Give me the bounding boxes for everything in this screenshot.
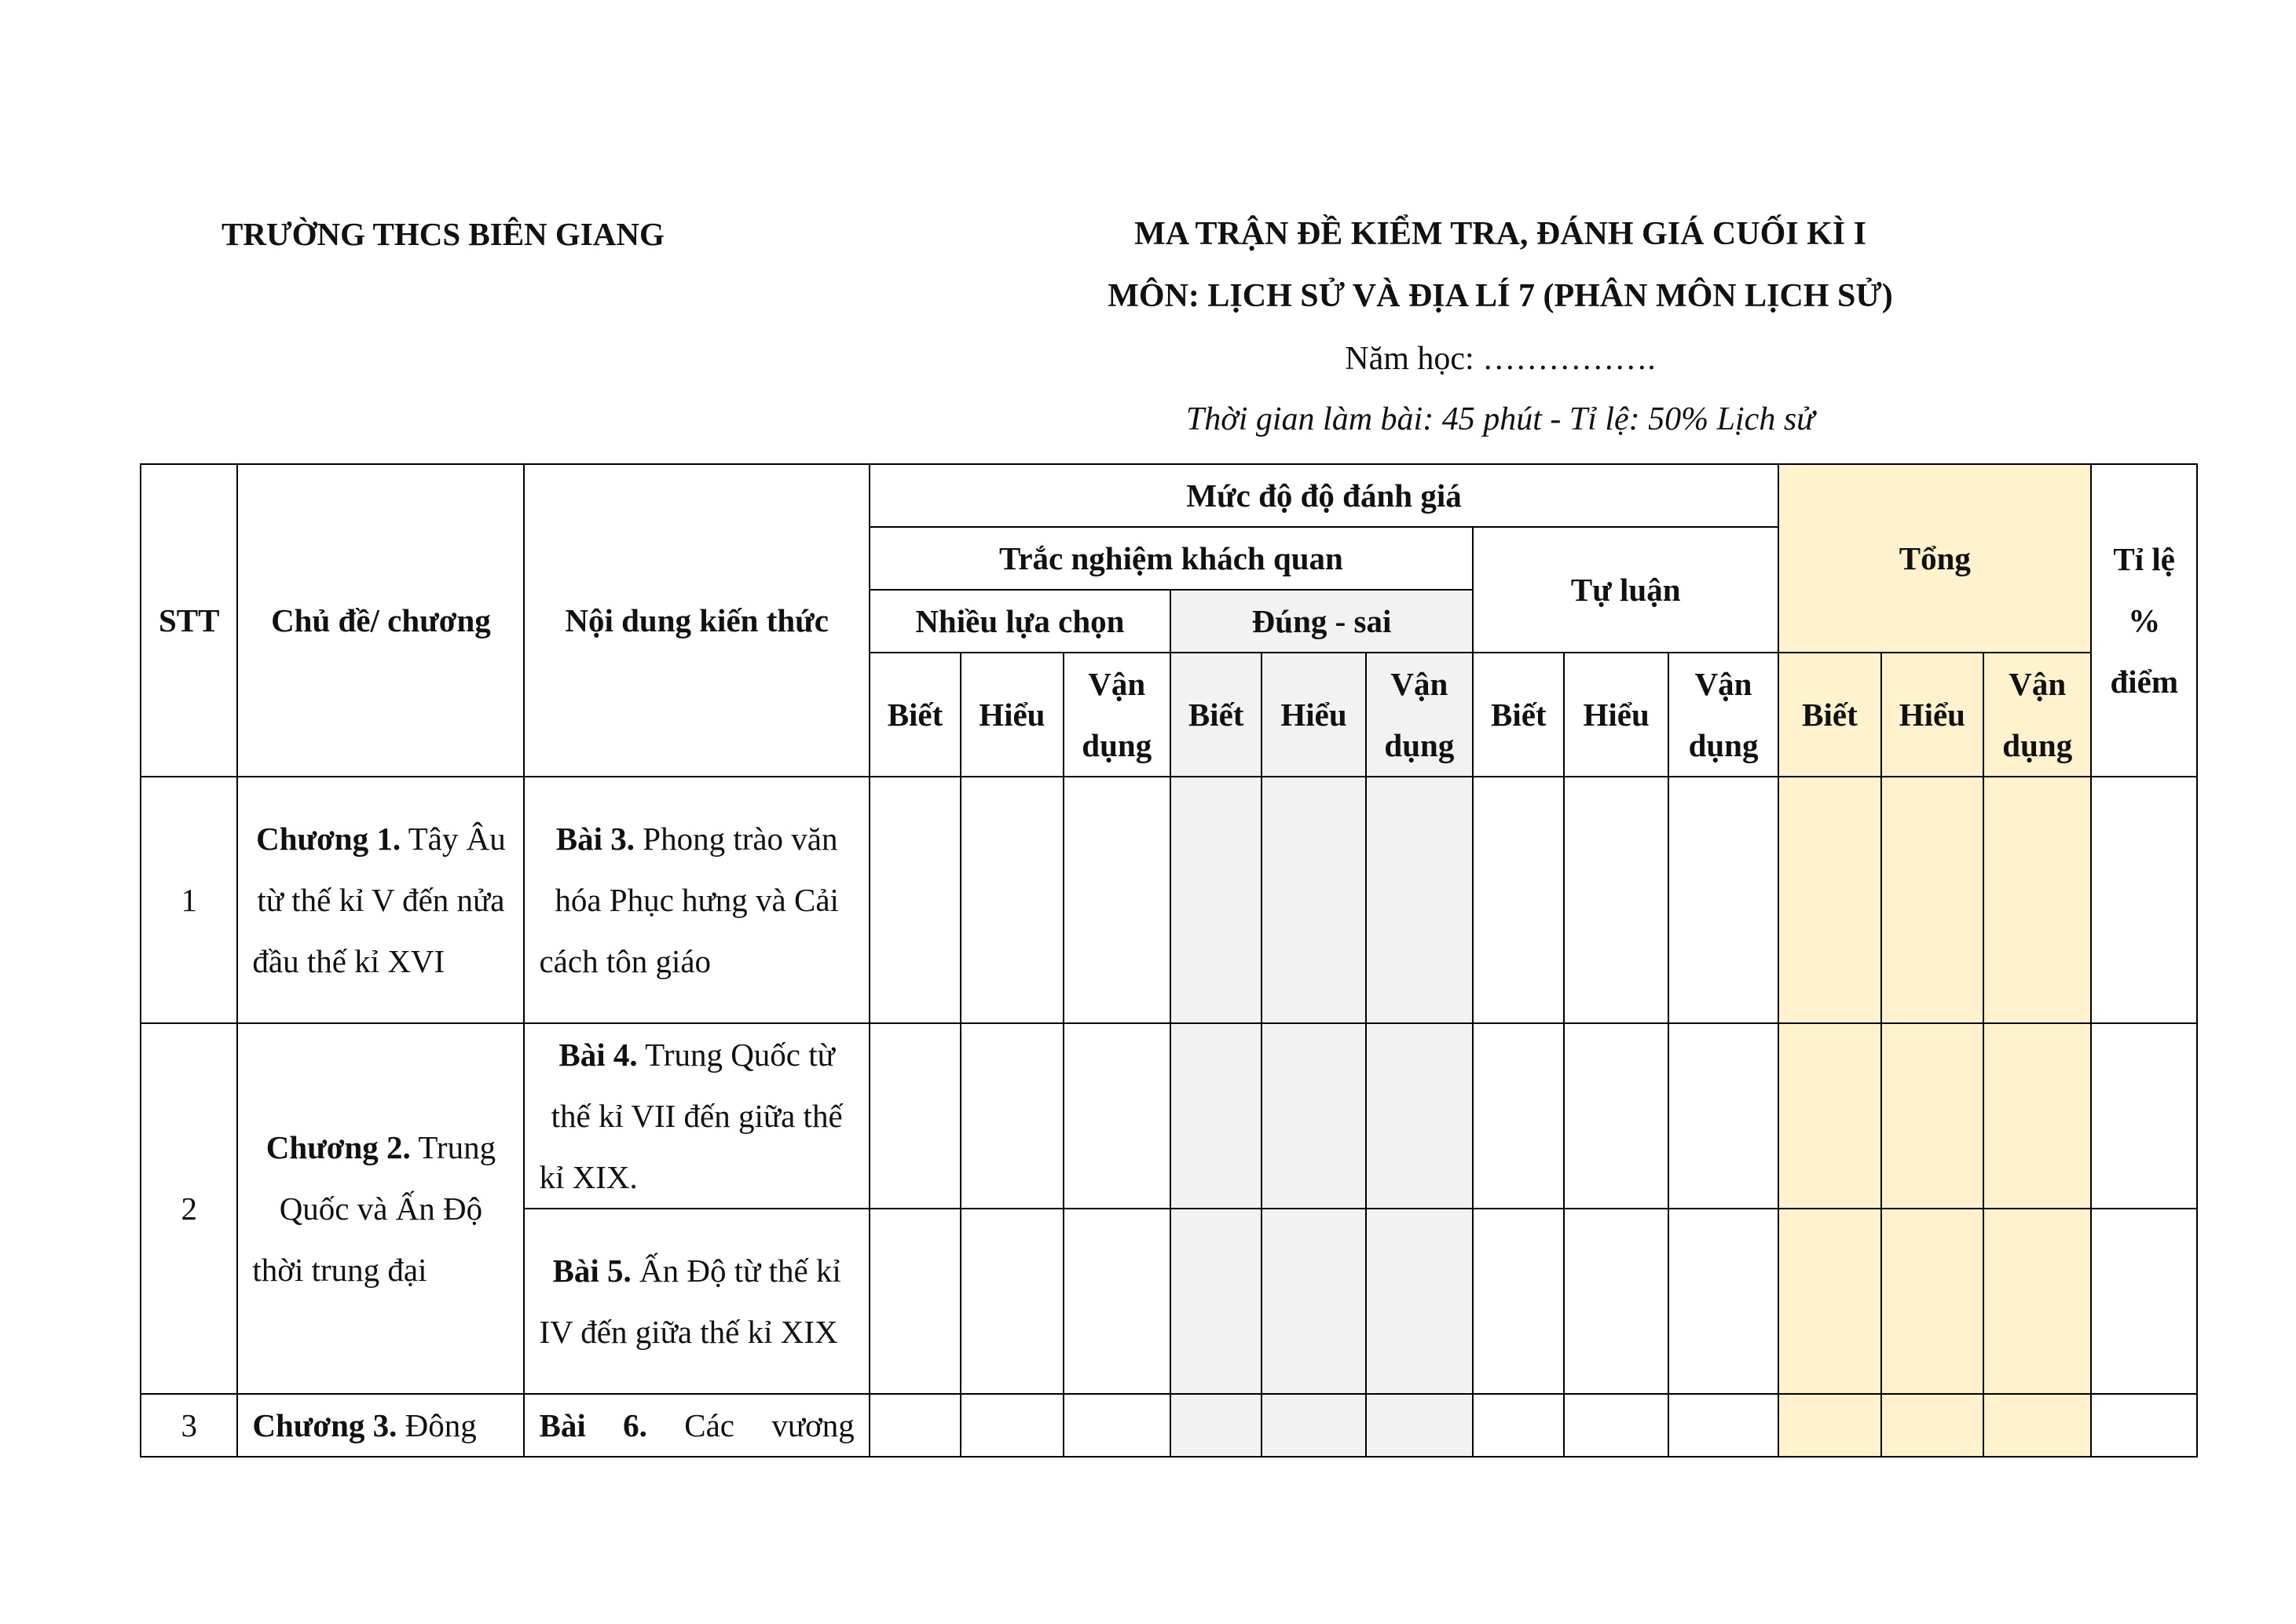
cell bbox=[961, 1023, 1063, 1209]
cell bbox=[1881, 1209, 1983, 1394]
cell bbox=[2091, 1023, 2197, 1209]
cell bbox=[1064, 1209, 1170, 1394]
level-understand: Hiểu bbox=[1262, 653, 1365, 777]
cell bbox=[2091, 1209, 2197, 1394]
cell bbox=[1262, 777, 1365, 1023]
cell bbox=[1170, 777, 1262, 1023]
header-objective: Trắc nghiệm khách quan bbox=[870, 527, 1473, 590]
header-multiple-choice: Nhiều lựa chọn bbox=[870, 590, 1170, 653]
header-ratio bbox=[2091, 464, 2197, 777]
topic-chapter: Chương 2. bbox=[265, 1129, 411, 1165]
level-know: Biết bbox=[1778, 653, 1880, 777]
level-know: Biết bbox=[870, 653, 961, 777]
cell bbox=[1778, 777, 1880, 1023]
row-stt: 3 bbox=[141, 1394, 237, 1457]
cell bbox=[870, 1023, 961, 1209]
level-know: Biết bbox=[1473, 653, 1564, 777]
subject-line: MÔN: LỊCH SỬ VÀ ĐỊA LÍ 7 (PHÂN MÔN LỊCH SỬ) bbox=[1108, 278, 1893, 314]
cell bbox=[1778, 1023, 1880, 1209]
lesson-number: Bài 4. bbox=[558, 1037, 638, 1073]
cell bbox=[1881, 1023, 1983, 1209]
cell bbox=[1564, 777, 1668, 1023]
header-assessment-level: Mức độ độ đánh giá bbox=[870, 464, 1778, 527]
row-content bbox=[524, 1209, 869, 1394]
school-name: TRƯỜNG THCS BIÊN GIANG bbox=[222, 216, 665, 252]
table-row bbox=[141, 1394, 2197, 1457]
row-content bbox=[524, 777, 869, 1023]
cell bbox=[1262, 1394, 1365, 1457]
document-title: MA TRẬN ĐỀ KIỂM TRA, ĐÁNH GIÁ CUỐI KÌ I bbox=[1134, 216, 1866, 252]
row-topic bbox=[237, 1394, 524, 1457]
cell bbox=[1881, 1394, 1983, 1457]
cell bbox=[1668, 1023, 1778, 1209]
header-ratio-text: Tỉ lệ % điểm bbox=[2110, 541, 2178, 700]
header-content: Nội dung kiến thức bbox=[524, 464, 869, 777]
cell bbox=[1983, 1394, 2091, 1457]
lesson-number: Bài 5. bbox=[552, 1253, 632, 1289]
lesson-number: Bài 6. bbox=[539, 1407, 647, 1443]
header-true-false: Đúng - sai bbox=[1170, 590, 1473, 653]
header-total: Tổng bbox=[1778, 464, 2091, 653]
level-apply: Vận dụng bbox=[1668, 653, 1778, 777]
cell bbox=[961, 1209, 1063, 1394]
level-apply: Vận dụng bbox=[1366, 653, 1473, 777]
cell bbox=[870, 1209, 961, 1394]
topic-title: Trung Quốc và Ấn Độ thời trung đại bbox=[252, 1129, 496, 1288]
cell bbox=[1778, 1394, 1880, 1457]
topic-chapter: Chương 3. bbox=[252, 1407, 397, 1443]
cell bbox=[870, 1394, 961, 1457]
table-row bbox=[141, 1023, 2197, 1209]
cell bbox=[1564, 1394, 1668, 1457]
cell bbox=[1983, 1023, 2091, 1209]
cell bbox=[1170, 1023, 1262, 1209]
row-content bbox=[524, 1023, 869, 1209]
row-topic bbox=[237, 1023, 524, 1394]
topic-title: Đông bbox=[397, 1407, 477, 1443]
cell bbox=[1473, 1023, 1564, 1209]
cell bbox=[1564, 1023, 1668, 1209]
header-topic: Chủ đề/ chương bbox=[237, 464, 524, 777]
cell bbox=[1366, 1394, 1473, 1457]
header-essay: Tự luận bbox=[1473, 527, 1778, 653]
lesson-title: Phong trào văn hóa Phục hưng và Cải cách tôn giáo bbox=[539, 821, 839, 979]
cell bbox=[961, 777, 1063, 1023]
cell bbox=[1473, 777, 1564, 1023]
row-stt: 2 bbox=[141, 1023, 237, 1394]
level-apply: Vận dụng bbox=[1983, 653, 2091, 777]
lesson-title: Trung Quốc từ thế kỉ VII đến giữa thế kỉ XIX. bbox=[539, 1037, 843, 1195]
level-understand: Hiểu bbox=[961, 653, 1063, 777]
cell bbox=[1064, 1394, 1170, 1457]
cell bbox=[1064, 1023, 1170, 1209]
cell bbox=[1262, 1209, 1365, 1394]
cell bbox=[1668, 1209, 1778, 1394]
lesson-title: Các vương bbox=[646, 1407, 855, 1443]
school-year-line: Năm học: ……………. bbox=[1345, 341, 1656, 377]
cell bbox=[1668, 777, 1778, 1023]
assessment-matrix-table bbox=[140, 463, 2198, 1458]
cell bbox=[1668, 1394, 1778, 1457]
cell bbox=[1170, 1394, 1262, 1457]
cell bbox=[870, 777, 961, 1023]
cell bbox=[1473, 1394, 1564, 1457]
cell bbox=[1881, 777, 1983, 1023]
cell bbox=[1983, 1209, 2091, 1394]
cell bbox=[1473, 1209, 1564, 1394]
cell bbox=[1564, 1209, 1668, 1394]
level-apply: Vận dụng bbox=[1064, 653, 1170, 777]
row-stt: 1 bbox=[141, 777, 237, 1023]
cell bbox=[1170, 1209, 1262, 1394]
cell bbox=[2091, 1394, 2197, 1457]
cell bbox=[1983, 777, 2091, 1023]
table-row bbox=[141, 777, 2197, 1023]
row-topic bbox=[237, 777, 524, 1023]
cell bbox=[1366, 777, 1473, 1023]
level-understand: Hiểu bbox=[1564, 653, 1668, 777]
header-stt: STT bbox=[141, 464, 237, 777]
cell bbox=[1262, 1023, 1365, 1209]
level-understand: Hiểu bbox=[1881, 653, 1983, 777]
cell bbox=[1778, 1209, 1880, 1394]
level-know: Biết bbox=[1170, 653, 1262, 777]
cell bbox=[2091, 777, 2197, 1023]
cell bbox=[1366, 1209, 1473, 1394]
cell bbox=[1064, 777, 1170, 1023]
lesson-number: Bài 3. bbox=[555, 821, 635, 857]
topic-chapter: Chương 1. bbox=[256, 821, 401, 857]
time-note-line: Thời gian làm bài: 45 phút - Tỉ lệ: 50% Lịch sử bbox=[1185, 401, 1815, 437]
cell bbox=[1366, 1023, 1473, 1209]
cell bbox=[961, 1394, 1063, 1457]
row-content bbox=[524, 1394, 869, 1457]
topic-title: Tây Âu từ thế kỉ V đến nửa đầu thế kỉ XVI bbox=[252, 821, 506, 979]
lesson-title: Ấn Độ từ thế kỉ IV đến giữa thế kỉ XIX bbox=[539, 1253, 841, 1350]
